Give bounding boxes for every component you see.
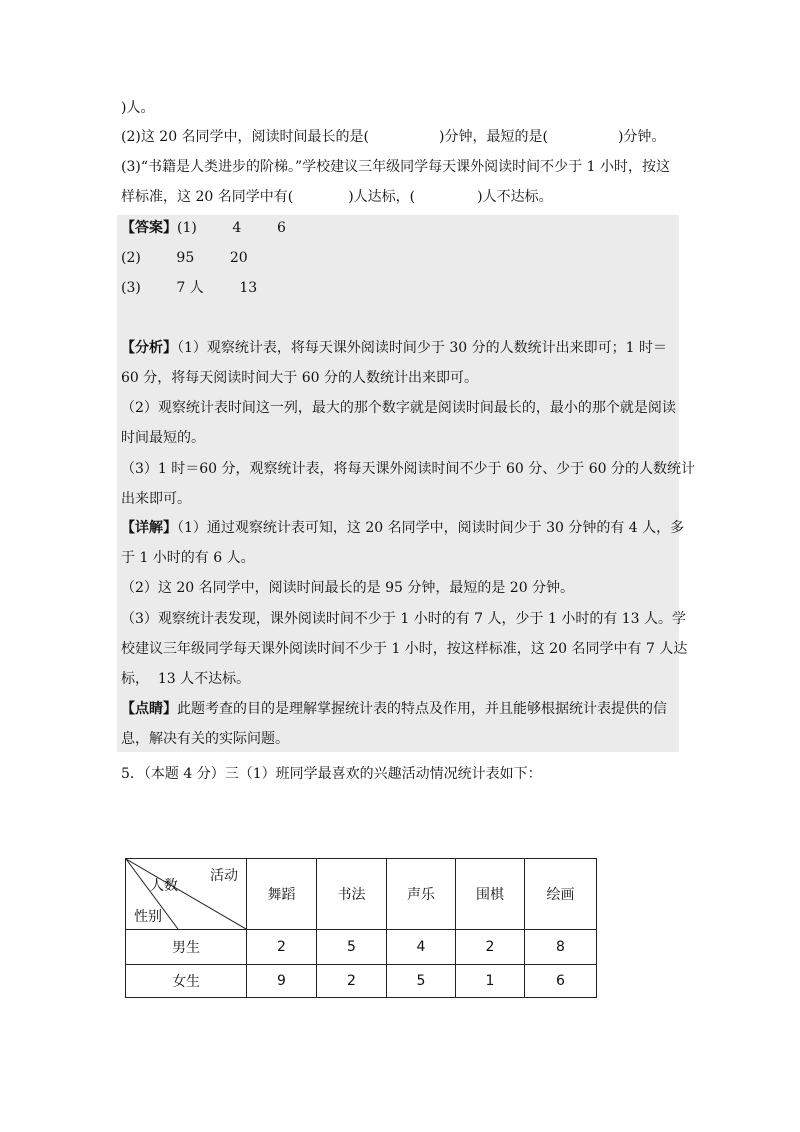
column-header-dance: 舞蹈: [247, 859, 317, 930]
analysis-line-3: （2）观察统计表时间这一列，最大的那个数字就是阅读时间最长的，最小的那个就是阅读: [121, 400, 676, 416]
answer-row-3: (3) 7 人 13: [121, 280, 258, 296]
analysis-line-5: （3）1 时＝60 分，观察统计表，将每天课外阅读时间不少于 60 分、少于 60 分的人数统计: [121, 461, 695, 477]
header-gender: 性别: [134, 909, 162, 925]
header-count: 人数: [150, 878, 178, 894]
table-row: [126, 930, 597, 965]
detail-line-3: （2）这 20 名同学中，阅读时间最长的是 95 分钟，最短的是 20 分钟。: [121, 580, 575, 596]
detail-text: （1）通过观察统计表可知，这 20 名同学中，阅读时间少于 30 分钟的有 4 人，多: [177, 520, 685, 536]
answer-label: 【答案】: [121, 220, 177, 236]
header-activity: 活动: [210, 868, 238, 884]
column-header-vocal: 声乐: [387, 859, 456, 930]
column-header-calligraphy: 书法: [317, 859, 387, 930]
analysis-line-1: [121, 338, 667, 358]
activity-stat-table: [125, 858, 597, 998]
table-cell: 5: [317, 930, 387, 965]
analysis-line-2: 60 分，将每天阅读时间大于 60 分的人数统计出来即可。: [121, 370, 478, 386]
comment-label: 【点睛】: [121, 701, 177, 717]
detail-line-1: [121, 518, 684, 538]
detail-line-4: （3）观察统计表发现，课外阅读时间不少于 1 小时的有 7 人，少于 1 小时的有 13 人。学: [121, 611, 687, 627]
diagonal-header-cell: [126, 859, 247, 930]
table-cell: 2: [456, 930, 525, 965]
comment-text: 此题考查的目的是理解掌握统计表的特点及作用，并且能够根据统计表提供的信: [177, 701, 667, 717]
answer-values: (1) 4 6: [177, 220, 286, 236]
table-cell: 5: [387, 965, 456, 998]
detail-line-6: 标， 13 人不达标。: [121, 671, 251, 687]
row-label-boys: 男生: [126, 930, 247, 965]
column-header-go: 围棋: [456, 859, 525, 930]
detail-line-5: 校建议三年级同学每天课外阅读时间不少于 1 小时，按这样标准，这 20 名同学中有 7 人达: [121, 641, 688, 657]
question-line-4: [121, 187, 553, 207]
text-segment: )分钟，最短的是(: [439, 129, 548, 145]
answer-row-2: (2) 95 20: [121, 250, 248, 266]
text-segment: )分钟。: [617, 129, 666, 145]
detail-line-2: 于 1 小时的有 6 人。: [121, 550, 255, 566]
table-cell: 2: [247, 930, 317, 965]
question-5-title: 5．（本题 4 分）三（1）班同学最喜欢的兴趣活动情况统计表如下：: [121, 766, 542, 782]
table-cell: 2: [317, 965, 387, 998]
table-cell: 9: [247, 965, 317, 998]
table-cell: 6: [525, 965, 597, 998]
diagonal-header: [126, 859, 246, 929]
table-cell: 4: [387, 930, 456, 965]
analysis-text: （1）观察统计表，将每天课外阅读时间少于 30 分的人数统计出来即可；1 时＝: [177, 340, 667, 356]
question-line-2: [121, 127, 665, 147]
text-segment: (2)这 20 名同学中，阅读时间最长的是(: [121, 129, 370, 145]
question-line-1: )人。: [121, 100, 155, 116]
detail-label: 【详解】: [121, 520, 177, 536]
analysis-line-4: 时间最短的。: [121, 430, 205, 446]
analysis-label: 【分析】: [121, 340, 177, 356]
text-segment: 样标准，这 20 名同学中有(: [121, 189, 294, 205]
answer-row-1: [121, 218, 286, 238]
question-line-3: (3)“书籍是人类进步的阶梯。”学校建议三年级同学每天课外阅读时间不少于 1 小时，按这: [121, 159, 670, 175]
analysis-line-6: 出来即可。: [121, 491, 191, 507]
table-cell: 1: [456, 965, 525, 998]
text-segment: )人达标，(: [348, 189, 416, 205]
text-segment: )人不达标。: [477, 189, 553, 205]
comment-line-1: [121, 699, 667, 719]
table-row: [126, 965, 597, 998]
column-header-painting: 绘画: [525, 859, 597, 930]
table-header-row: [126, 859, 597, 930]
comment-line-2: 息，解决有关的实际问题。: [121, 731, 289, 747]
row-label-girls: 女生: [126, 965, 247, 998]
table-cell: 8: [525, 930, 597, 965]
